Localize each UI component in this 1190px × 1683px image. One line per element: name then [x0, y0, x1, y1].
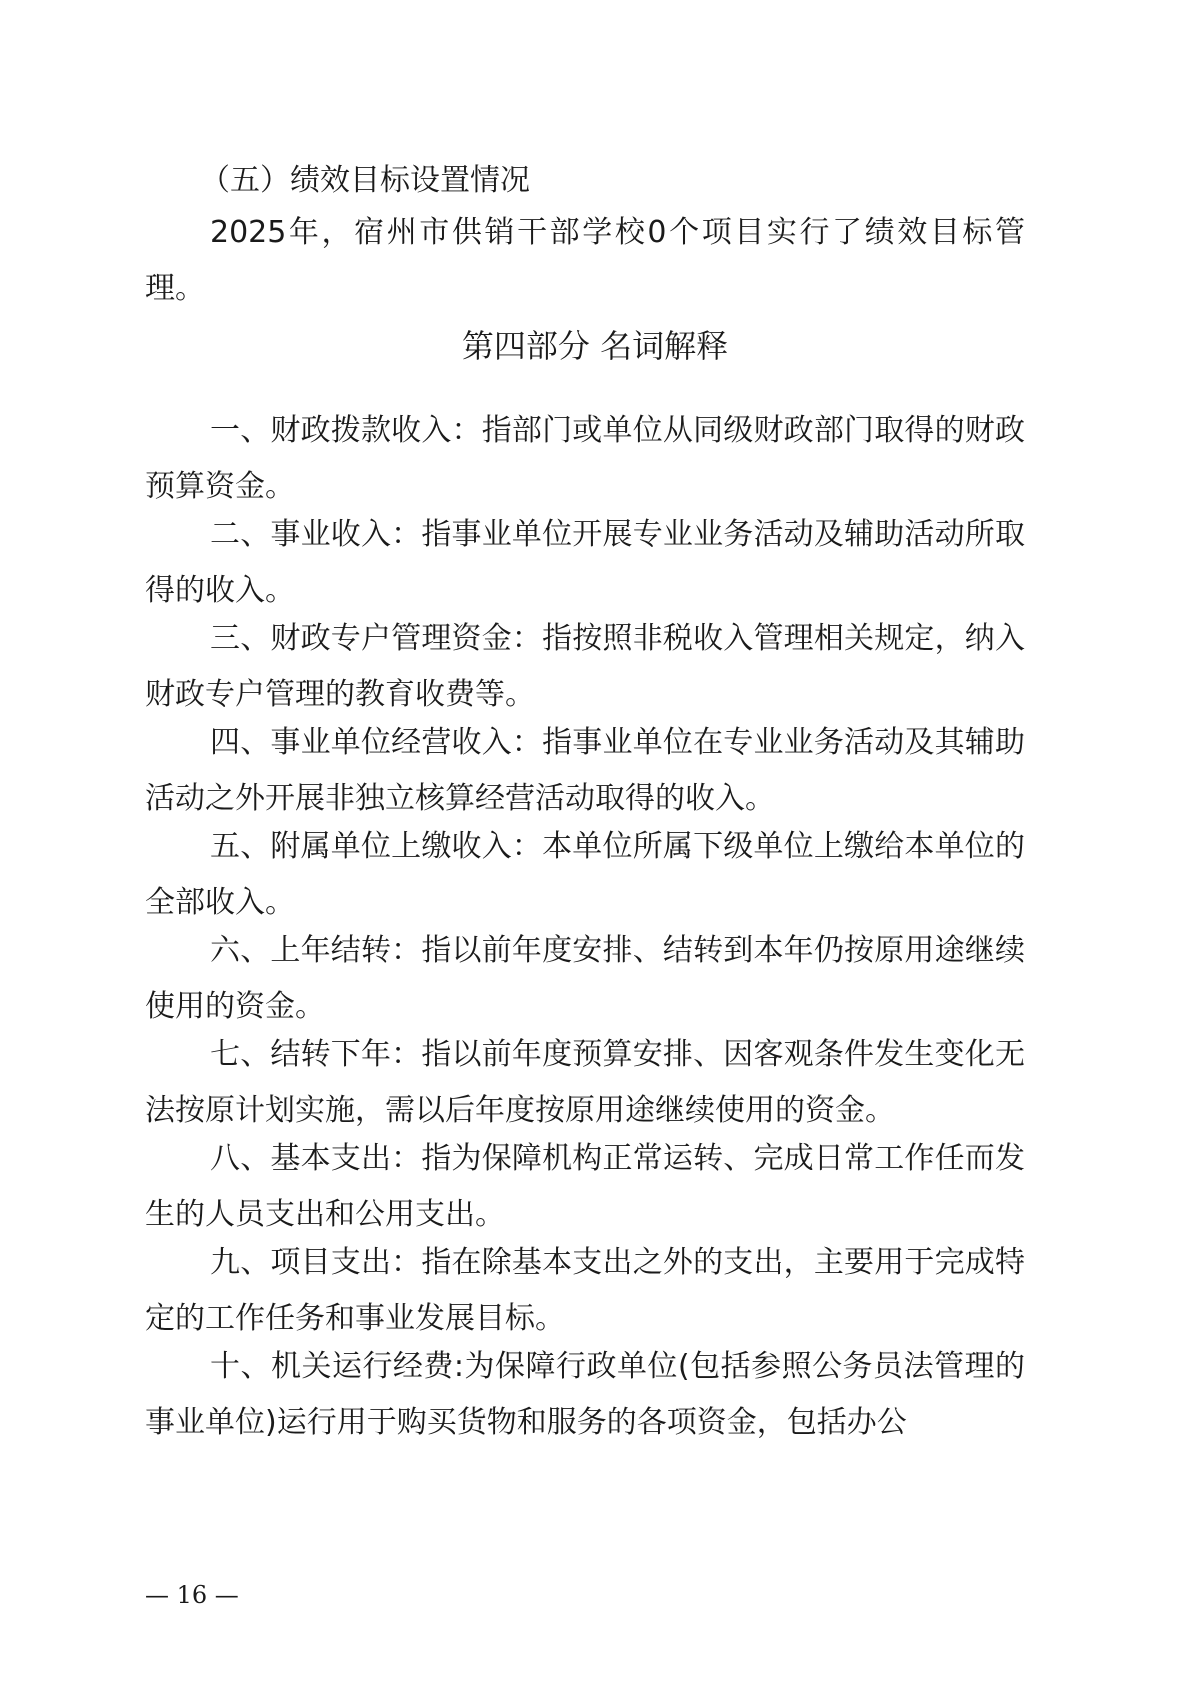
term-item: 八、基本支出：指为保障机构正常运转、完成日常工作任而发生的人员支出和公用支出。	[145, 1141, 1025, 1232]
term-item: 九、项目支出：指在除基本支出之外的支出，主要用于完成特定的工作任务和事业发展目标。	[145, 1245, 1025, 1336]
term-item: 四、事业单位经营收入：指事业单位在专业业务活动及其辅助活动之外开展非独立核算经营活动取得的收入。	[145, 725, 1025, 816]
section-title: 第四部分 名词解释	[461, 327, 729, 365]
perf-target-heading: （五）绩效目标设置情况	[200, 163, 530, 198]
term-item: 六、上年结转：指以前年度安排、结转到本年仍按原用途继续使用的资金。	[145, 933, 1025, 1024]
term-item: 十、机关运行经费:为保障行政单位(包括参照公务员法管理的事业单位)运行用于购买货物和服务的各项资金，包括办公	[145, 1349, 1025, 1440]
term-item: 七、结转下年：指以前年度预算安排、因客观条件发生变化无法按原计划实施，需以后年度按原用途继续使用的资金。	[145, 1037, 1025, 1128]
term-item: 二、事业收入：指事业单位开展专业业务活动及辅助活动所取得的收入。	[145, 517, 1025, 608]
term-item: 五、附属单位上缴收入：本单位所属下级单位上缴给本单位的全部收入。	[145, 829, 1025, 920]
term-item: 三、财政专户管理资金：指按照非税收入管理相关规定，纳入财政专户管理的教育收费等。	[145, 621, 1025, 712]
page-number: — 16 —	[145, 1581, 239, 1609]
perf-target-text: 2025年，宿州市供销干部学校0个项目实行了绩效目标管理。	[145, 215, 1025, 306]
term-item: 一、财政拨款收入：指部门或单位从同级财政部门取得的财政预算资金。	[145, 413, 1025, 504]
